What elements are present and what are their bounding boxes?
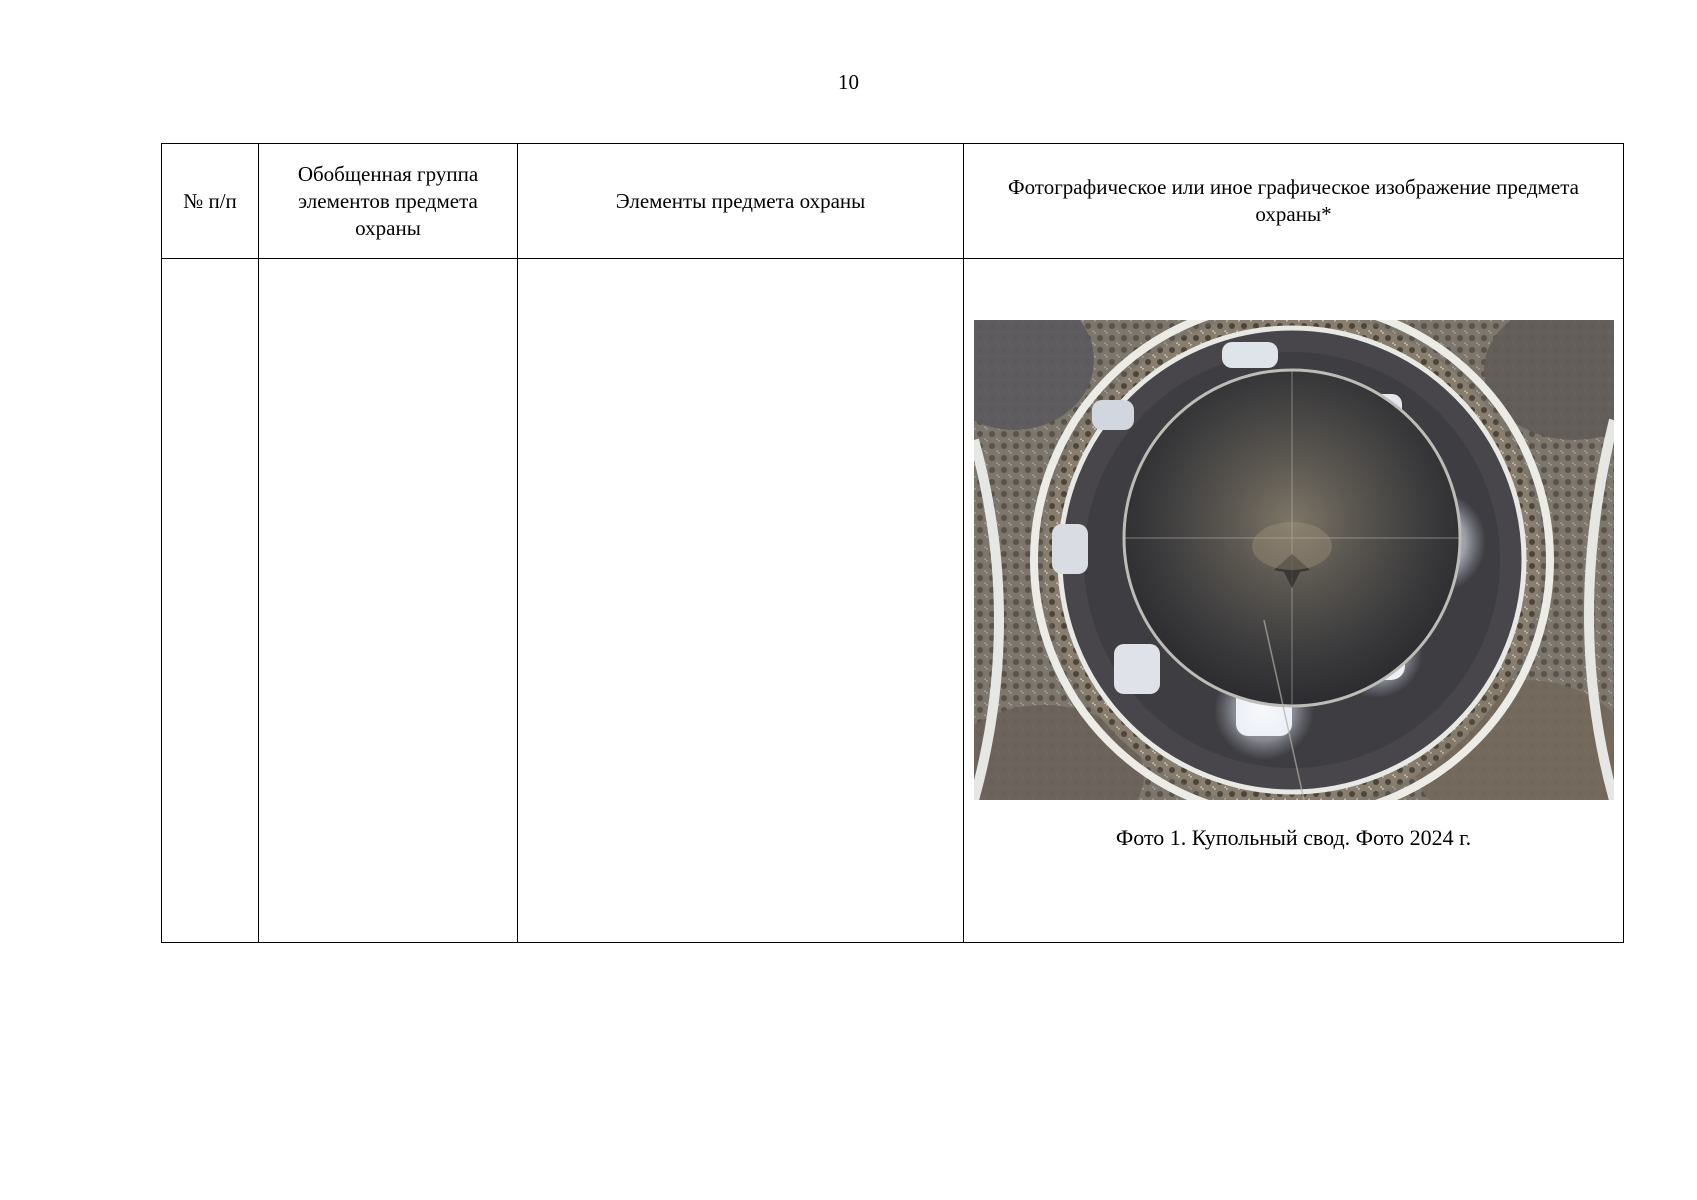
dome-interior-photo	[974, 320, 1614, 800]
cell-elements	[518, 259, 964, 943]
protection-subject-table	[161, 143, 1624, 943]
cell-group	[259, 259, 518, 943]
table-row	[162, 259, 1624, 943]
header-cell-number	[162, 144, 259, 259]
header-cell-elements	[518, 144, 964, 259]
table-header-row	[162, 144, 1624, 259]
photo-caption: Фото 1. Купольный свод. Фото 2024 г.	[1115, 825, 1472, 850]
header-number-label: № п/п	[183, 188, 237, 213]
header-cell-group	[259, 144, 518, 259]
cell-index	[162, 259, 259, 943]
header-cell-image	[964, 144, 1624, 259]
photo-container	[964, 259, 1623, 942]
page-number: 10	[838, 70, 859, 94]
header-group-label: Обобщенная группа элементов предмета охраны	[297, 161, 479, 240]
cell-photo	[964, 259, 1624, 943]
header-image-label: Фотографическое или иное графическое изображение предмета охраны*	[1007, 175, 1579, 226]
header-elements-label: Элементы предмета охраны	[615, 188, 866, 213]
